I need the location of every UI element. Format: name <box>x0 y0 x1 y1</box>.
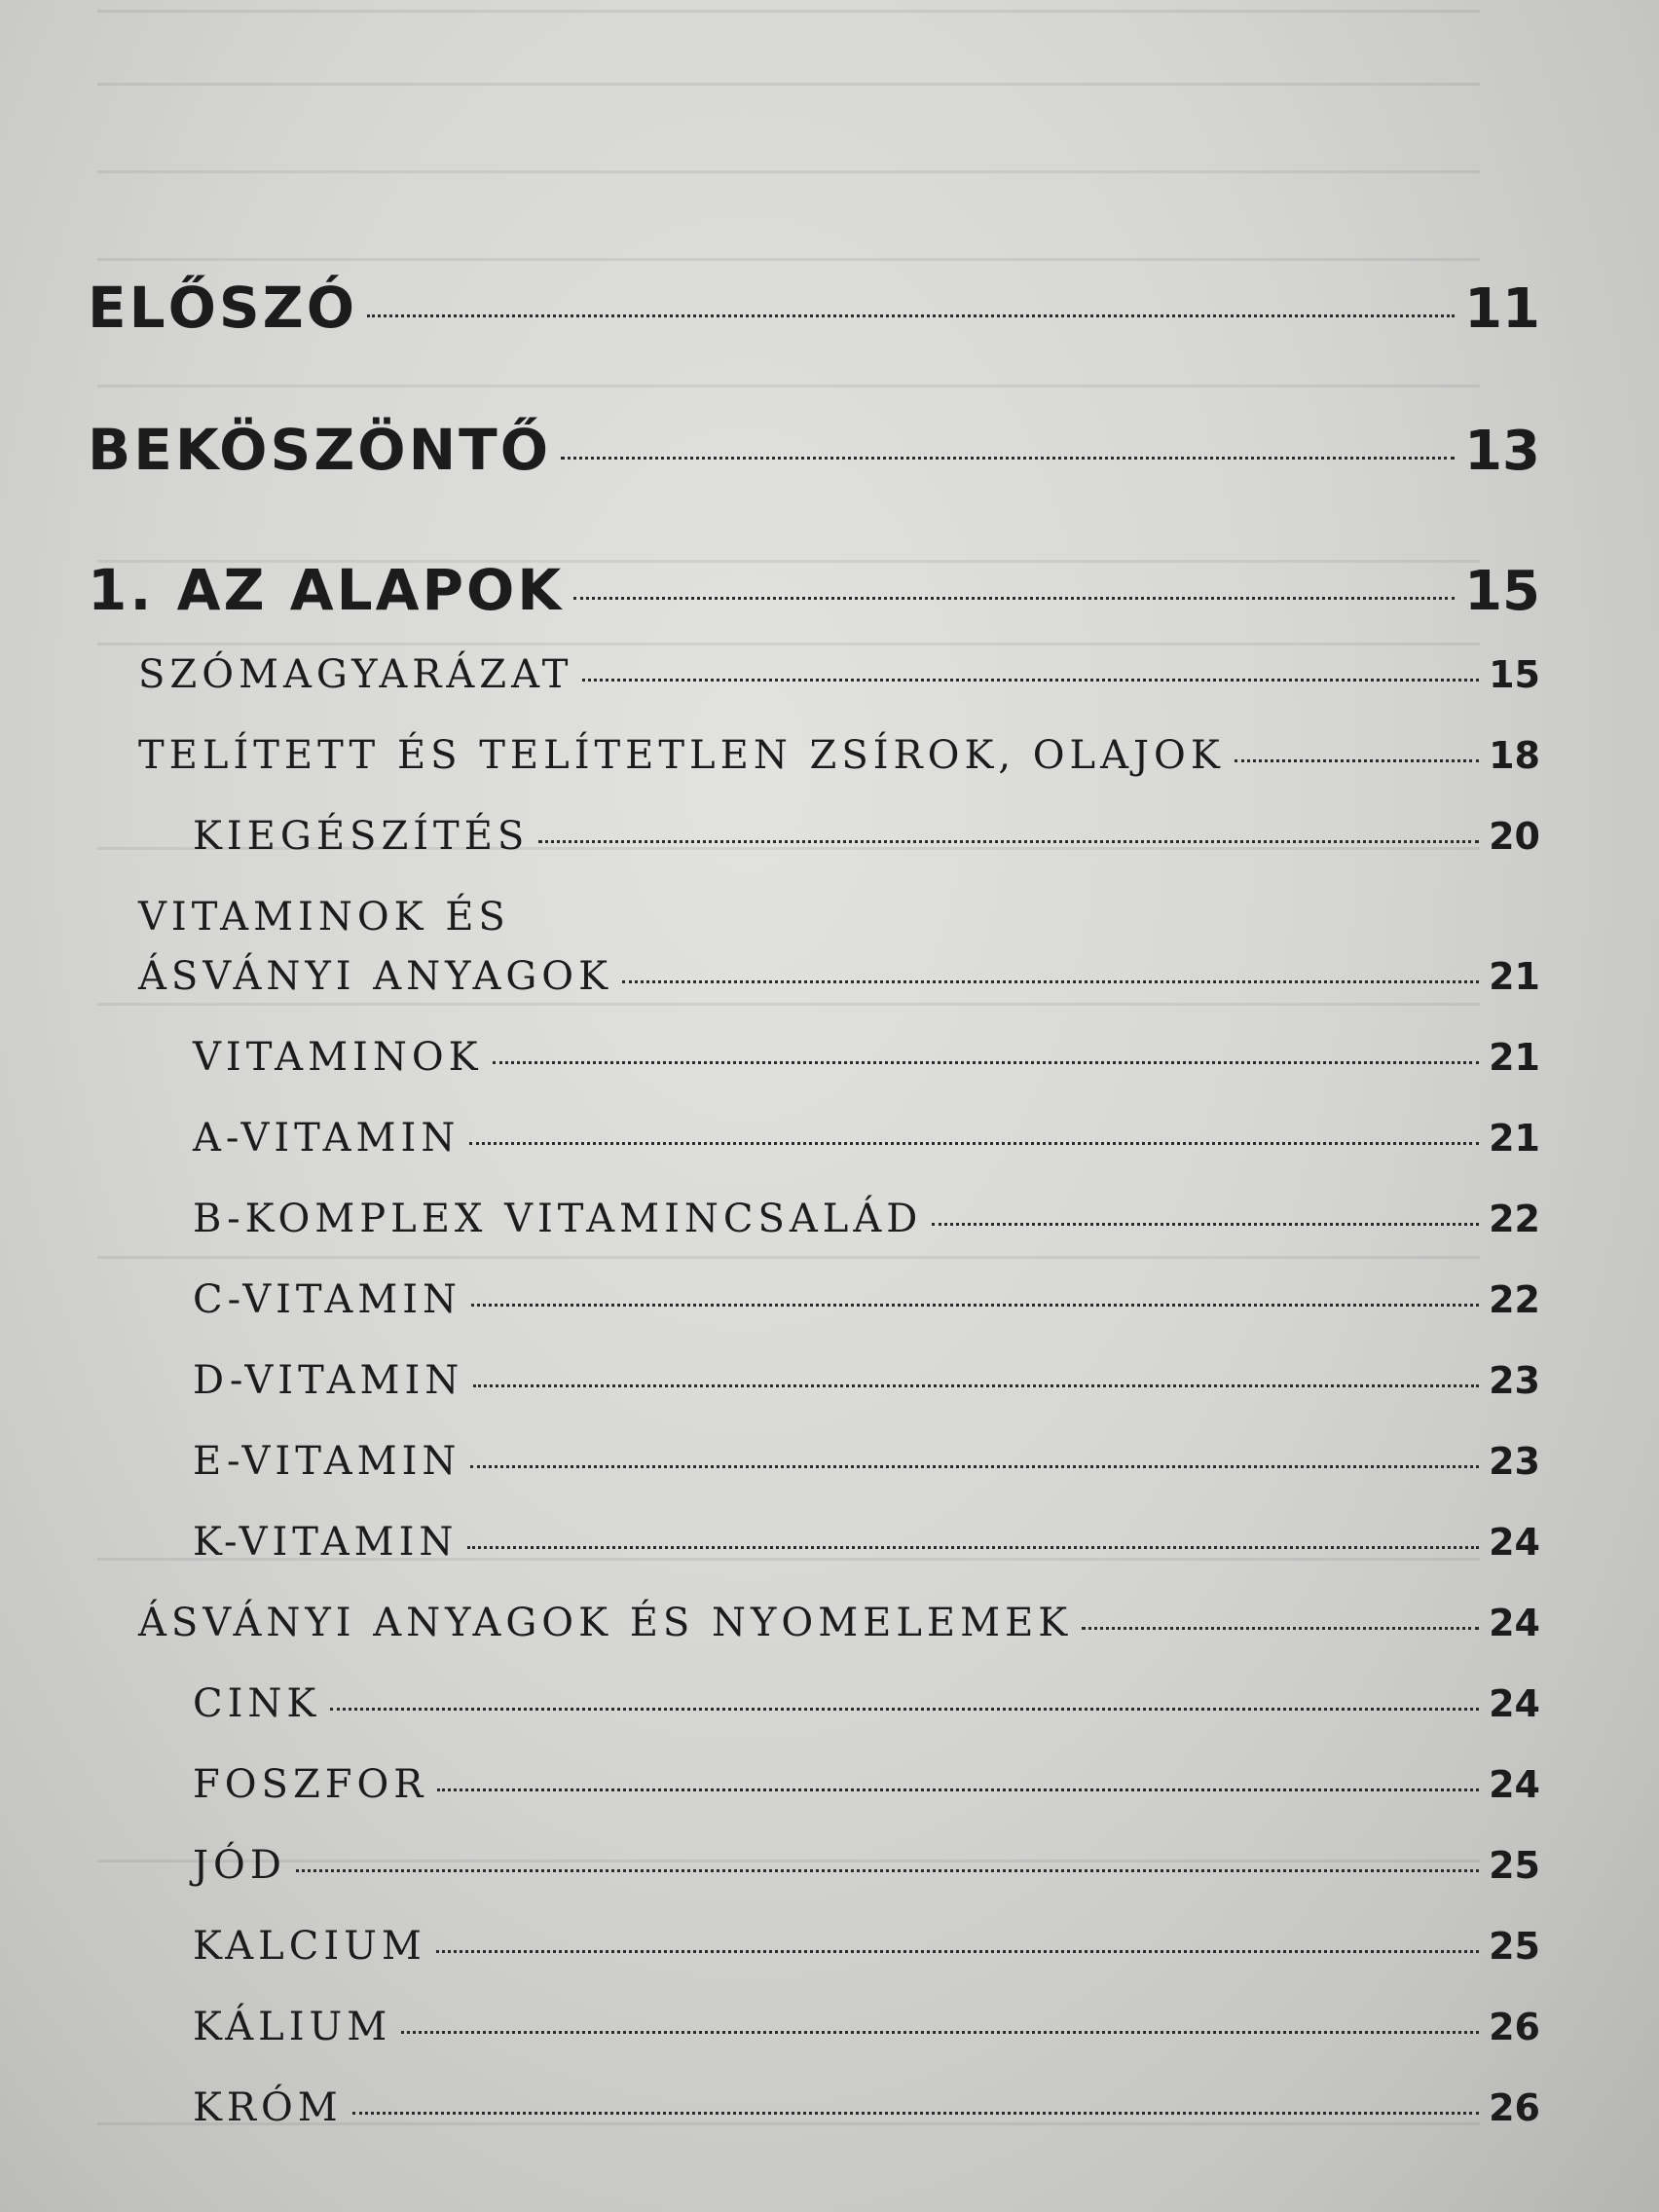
toc-entry-vitaminok[interactable] <box>193 1035 1540 1080</box>
dot-leader <box>437 1788 1479 1791</box>
toc-entry-title: CINK <box>193 1681 321 1726</box>
toc-entry-title: KALCIUM <box>193 1924 426 1969</box>
toc-entry-line2 <box>138 954 1540 999</box>
toc-entry-b-komplex[interactable] <box>193 1197 1540 1241</box>
toc-entry-title: KÁLIUM <box>193 2005 392 2049</box>
dot-leader <box>467 1546 1479 1549</box>
toc-entry-krom[interactable] <box>193 2085 1540 2130</box>
toc-entry-szomagyarazat[interactable] <box>138 652 1540 697</box>
toc-entry-page: 24 <box>1489 1763 1540 1806</box>
toc-entry-title: D-VITAMIN <box>193 1358 464 1403</box>
toc-entry-kiegeszites[interactable] <box>193 814 1540 859</box>
toc-entry-title: K-VITAMIN <box>193 1520 459 1565</box>
dot-leader <box>473 1384 1479 1387</box>
toc-entry-title: TELÍTETT ÉS TELÍTETLEN ZSÍROK, OLAJOK <box>138 733 1225 778</box>
toc-entry-a-vitamin[interactable] <box>193 1116 1540 1161</box>
toc-entry-page: 23 <box>1489 1359 1540 1402</box>
toc-entry-page: 25 <box>1489 1844 1540 1887</box>
toc-entry-page: 23 <box>1489 1440 1540 1483</box>
dot-leader <box>469 1142 1479 1145</box>
toc-entry-title: C-VITAMIN <box>193 1277 462 1322</box>
dot-leader <box>573 597 1455 600</box>
toc-entry-page: 26 <box>1489 2006 1540 2048</box>
toc-entry-title: SZÓMAGYARÁZAT <box>138 652 573 697</box>
toc-entry-page: 18 <box>1489 734 1540 777</box>
toc-entry-title: JÓD <box>193 1843 286 1888</box>
toc-entry-page: 26 <box>1489 2086 1540 2129</box>
toc-entry-page: 24 <box>1489 1602 1540 1644</box>
dot-leader <box>436 1950 1479 1953</box>
toc-entry-title: ÁSVÁNYI ANYAGOK <box>138 954 612 999</box>
dot-leader <box>582 679 1479 682</box>
toc-entry-e-vitamin[interactable] <box>193 1439 1540 1484</box>
toc-entry-title: KRÓM <box>193 2085 343 2130</box>
toc-entry-page: 15 <box>1464 560 1540 623</box>
toc-entry-title: A-VITAMIN <box>193 1116 461 1161</box>
toc-entry-page: 21 <box>1489 1117 1540 1160</box>
toc-entry-title: ÁSVÁNYI ANYAGOK ÉS NYOMELEMEK <box>138 1601 1073 1645</box>
dot-leader <box>932 1223 1479 1226</box>
dot-leader <box>401 2031 1479 2034</box>
toc-entry-kalium[interactable] <box>193 2005 1540 2049</box>
toc-entry-kalcium[interactable] <box>193 1924 1540 1969</box>
dot-leader <box>622 980 1479 983</box>
dot-leader <box>330 1708 1479 1711</box>
toc-entry-page: 20 <box>1489 815 1540 858</box>
dot-leader <box>1235 759 1479 762</box>
toc-entry-title: FOSZFOR <box>193 1762 428 1807</box>
dot-leader <box>470 1465 1479 1468</box>
toc-entry-d-vitamin[interactable] <box>193 1358 1540 1403</box>
toc-entry-page: 21 <box>1489 955 1540 998</box>
toc-entry-zsirok-olajok[interactable] <box>138 733 1540 778</box>
toc-entry-foszfor[interactable] <box>193 1762 1540 1807</box>
toc-entry-jod[interactable] <box>193 1843 1540 1888</box>
toc-entry-az-alapok[interactable] <box>88 557 1540 623</box>
toc-entry-title: ELŐSZÓ <box>88 275 358 341</box>
dot-leader <box>296 1869 1479 1872</box>
toc-entry-title: VITAMINOK <box>193 1035 483 1080</box>
toc-entry-page: 24 <box>1489 1682 1540 1725</box>
dot-leader <box>352 2112 1479 2115</box>
dot-leader <box>471 1304 1479 1307</box>
dot-leader <box>561 457 1455 460</box>
toc-entry-page: 13 <box>1464 420 1540 483</box>
toc-entry-k-vitamin[interactable] <box>193 1520 1540 1565</box>
toc-entry-title: BEKÖSZÖNTŐ <box>88 417 552 483</box>
toc-entry-asvanyi-anyagok-nyomelemek[interactable] <box>138 1601 1540 1645</box>
dot-leader <box>538 840 1479 843</box>
dot-leader <box>367 314 1455 317</box>
toc-entry-title-line1: VITAMINOK ÉS <box>138 895 510 940</box>
toc-entry-title: 1. AZ ALAPOK <box>88 557 565 623</box>
toc-entry-page: 24 <box>1489 1521 1540 1564</box>
dot-leader <box>493 1061 1480 1064</box>
toc-entry-c-vitamin[interactable] <box>193 1277 1540 1322</box>
toc-entry-page: 22 <box>1489 1278 1540 1321</box>
toc-entry-cink[interactable] <box>193 1681 1540 1726</box>
toc-entry-page: 25 <box>1489 1925 1540 1968</box>
toc-entry-beköszönto[interactable] <box>88 417 1540 483</box>
toc-entry-title: B-KOMPLEX VITAMINCSALÁD <box>193 1197 923 1241</box>
toc-entry-page: 15 <box>1489 653 1540 696</box>
toc-entry-title: E-VITAMIN <box>193 1439 461 1484</box>
toc-entry-eloszo[interactable] <box>88 275 1540 341</box>
toc-entry-page: 22 <box>1489 1198 1540 1240</box>
toc-entry-page: 11 <box>1464 277 1540 341</box>
toc-entry-title: KIEGÉSZÍTÉS <box>193 814 530 859</box>
dot-leader <box>1082 1627 1479 1630</box>
toc-entry-page: 21 <box>1489 1036 1540 1079</box>
